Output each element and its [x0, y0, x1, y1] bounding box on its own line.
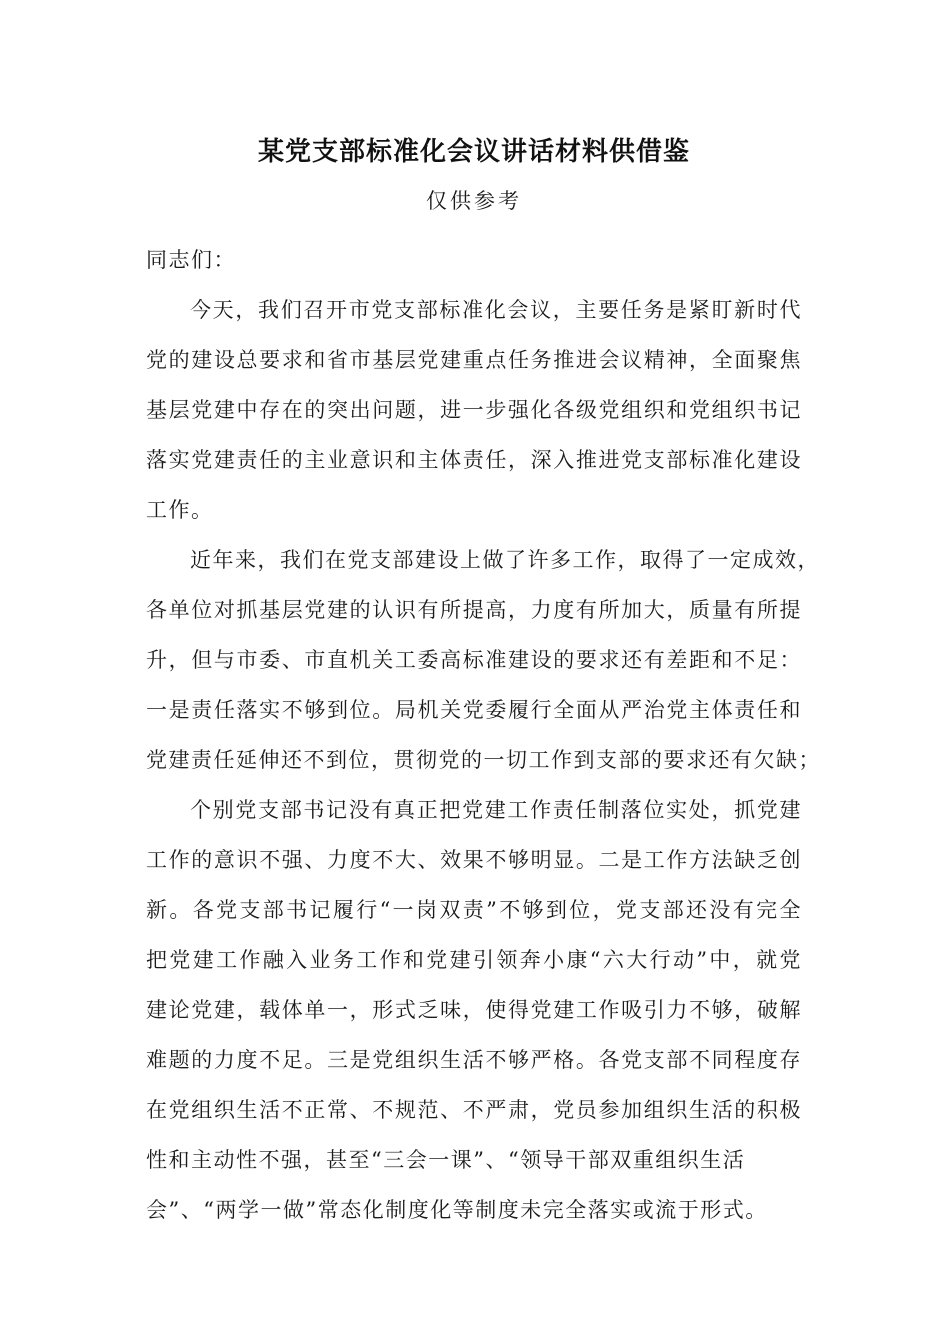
paragraph-3-line-9: 会”、“两学一做”常态化制度化等制度未完全落实或流于形式。 — [146, 1198, 768, 1222]
paragraph-2-line-2: 各单位对抓基层党建的认识有所提高，力度有所加大，质量有所提 — [146, 598, 802, 622]
paragraph-1-line-1: 今天，我们召开市党支部标准化会议，主要任务是紧盯新时代 — [190, 298, 802, 322]
document-subtitle: 仅供参考 — [426, 189, 522, 213]
paragraph-3-line-7: 在党组织生活不正常、不规范、不严肃，党员参加组织生活的积极 — [146, 1098, 802, 1122]
paragraph-3-line-1: 个别党支部书记没有真正把党建工作责任制落位实处，抓党建 — [190, 798, 802, 822]
paragraph-3-line-5: 建论党建，载体单一，形式乏味，使得党建工作吸引力不够，破解 — [146, 998, 802, 1022]
paragraph-1-line-3: 基层党建中存在的突出问题，进一步强化各级党组织和党组织书记 — [146, 398, 802, 422]
salutation-line: 同志们： — [146, 248, 236, 272]
paragraph-2-line-4: 一是责任落实不够到位。局机关党委履行全面从严治党主体责任和 — [146, 698, 802, 722]
document-body — [146, 235, 821, 1235]
paragraph-1-line-5: 工作。 — [146, 498, 214, 522]
paragraph-1-line-2: 党的建设总要求和省市基层党建重点任务推进会议精神，全面聚焦 — [146, 348, 802, 372]
paragraph-2-line-1: 近年来，我们在党支部建设上做了许多工作，取得了一定成效， — [190, 548, 820, 572]
paragraph-3-line-4: 把党建工作融入业务工作和党建引领奔小康“六大行动”中，就党 — [146, 948, 802, 972]
document-title: 某党支部标准化会议讲话材料供借鉴 — [257, 137, 690, 167]
paragraph-3-line-3: 新。各党支部书记履行“一岗双责”不够到位，党支部还没有完全 — [146, 898, 802, 922]
paragraph-3-line-2: 工作的意识不强、力度不大、效果不够明显。二是工作方法缺乏创 — [146, 848, 802, 872]
paragraph-1-line-4: 落实党建责任的主业意识和主体责任，深入推进党支部标准化建设 — [146, 448, 802, 472]
paragraph-2-line-5: 党建责任延伸还不到位，贯彻党的一切工作到支部的要求还有欠缺； — [146, 748, 821, 772]
paragraph-2-line-3: 升，但与市委、市直机关工委高标准建设的要求还有差距和不足： — [146, 648, 802, 672]
paragraph-3-line-8: 性和主动性不强，甚至“三会一课”、“领导干部双重组织生活 — [146, 1148, 746, 1172]
paragraph-3-line-6: 难题的力度不足。三是党组织生活不够严格。各党支部不同程度存 — [146, 1048, 802, 1072]
